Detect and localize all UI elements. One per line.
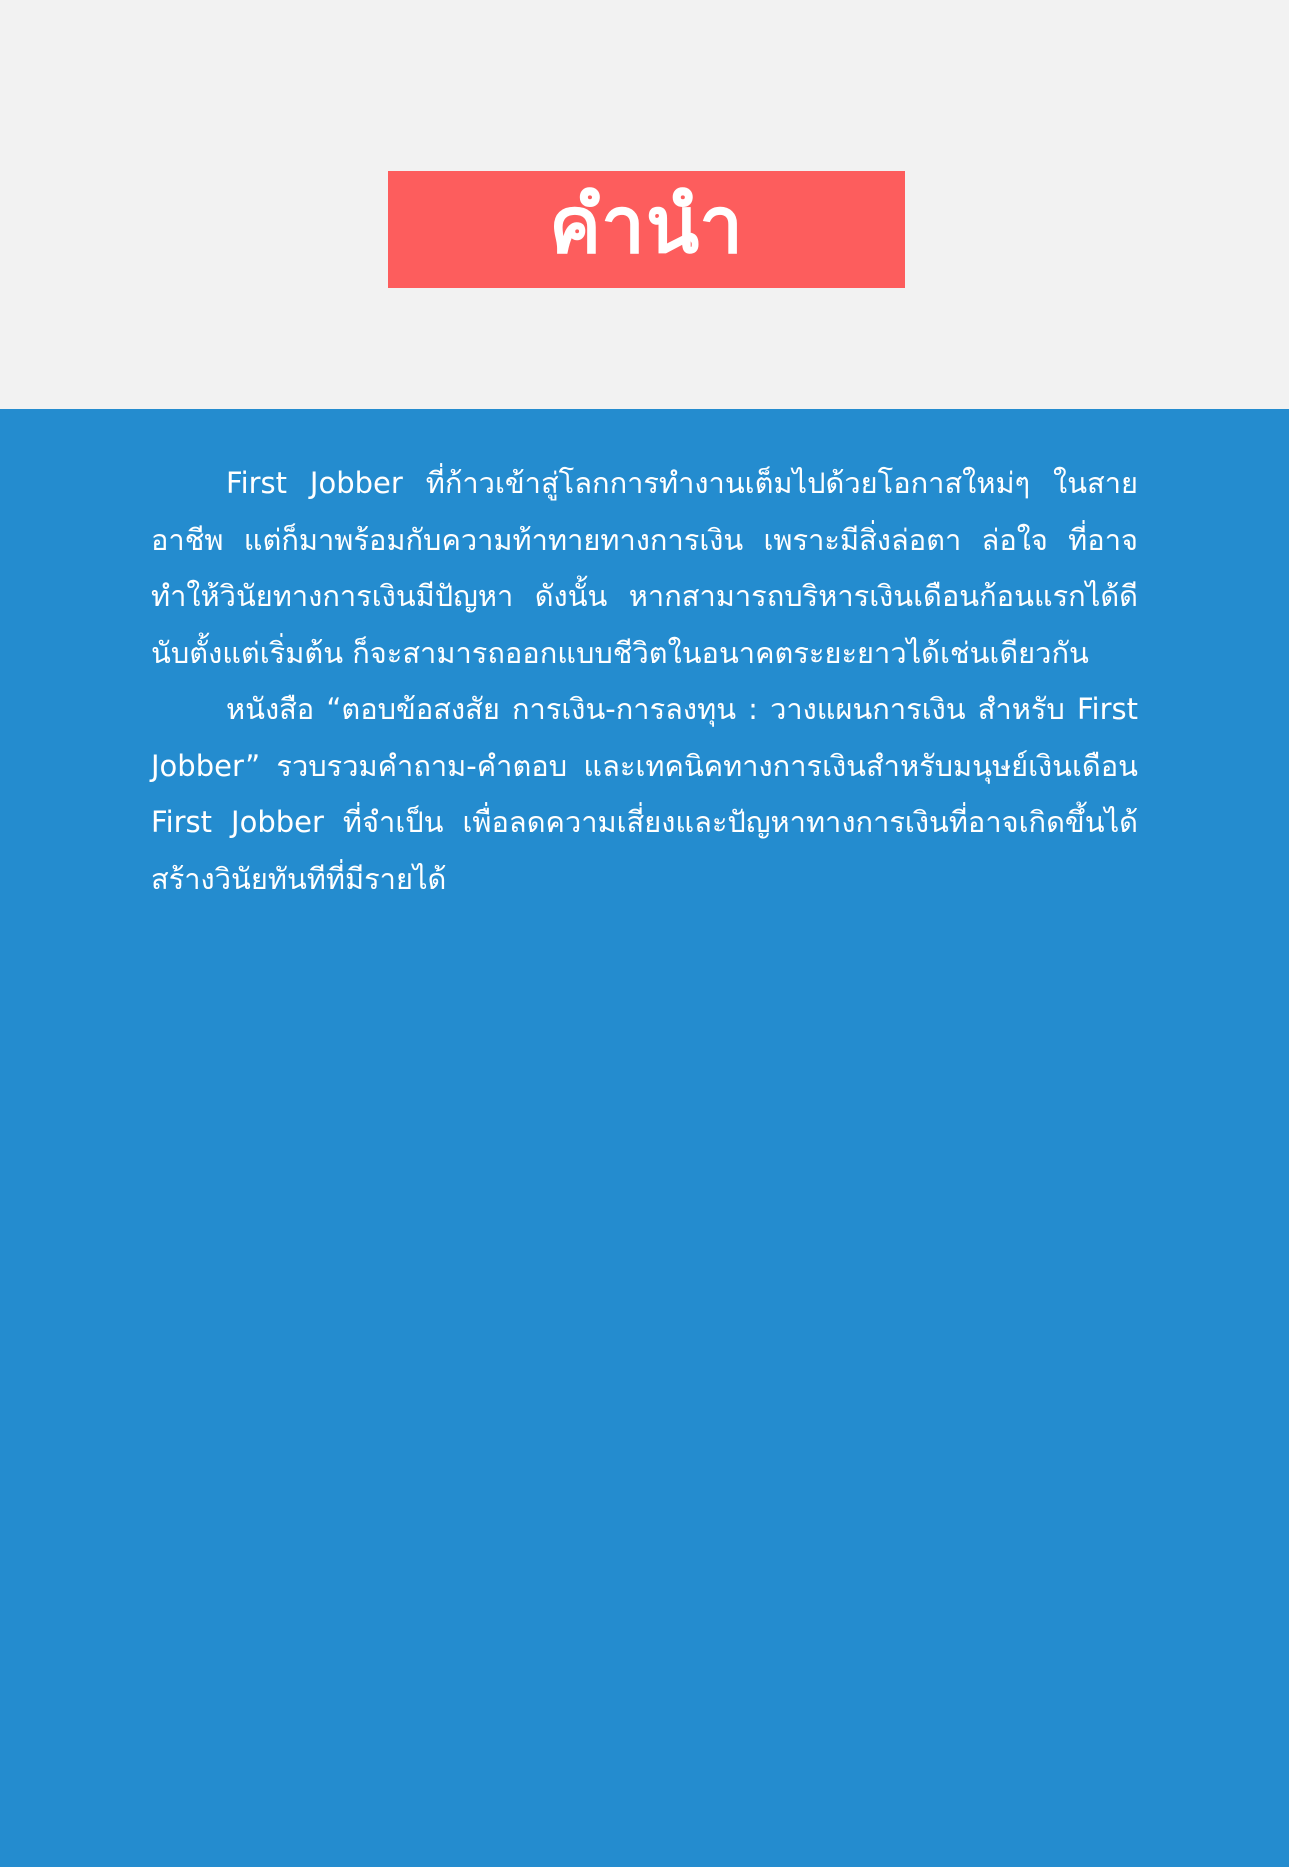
page-title: คำนำ xyxy=(548,180,745,271)
preface-paragraph-2: หนังสือ “ตอบข้อสงสัย การเงิน-การลงทุน : วางแผนการเงิน สำหรับ First Jobber” รวบรวมคำถาม-คำตอบ และเทคนิคทางการเงินสำหรับมนุษย์เงินเดือน First Jobber ที่จำเป็น เพื่อลดความเสี่ยงและปัญหาทางการเงินที่อาจเกิดขึ้นได้ สร้างวินัยทันทีที่มีรายได้ xyxy=(151,692,1138,896)
header-band xyxy=(0,0,1289,409)
preface-paragraph-1: First Jobber ที่ก้าวเข้าสู่โลกการทำงานเต็มไปด้วยโอกาสใหม่ๆ ในสายอาชีพ แต่ก็มาพร้อมกับความท้าทายทางการเงิน เพราะมีสิ่งล่อตา ล่อใจ ที่อาจทำให้วินัยทางการเงินมีปัญหา ดังนั้น หากสามารถบริหารเงินเดือนก้อนแรกได้ดีนับตั้งแต่เริ่มต้น ก็จะสามารถออกแบบชีวิตในอนาคตระยะยาวได้เช่นเดียวกัน xyxy=(151,466,1138,670)
title-banner xyxy=(388,171,905,288)
preface-text xyxy=(151,455,1138,907)
